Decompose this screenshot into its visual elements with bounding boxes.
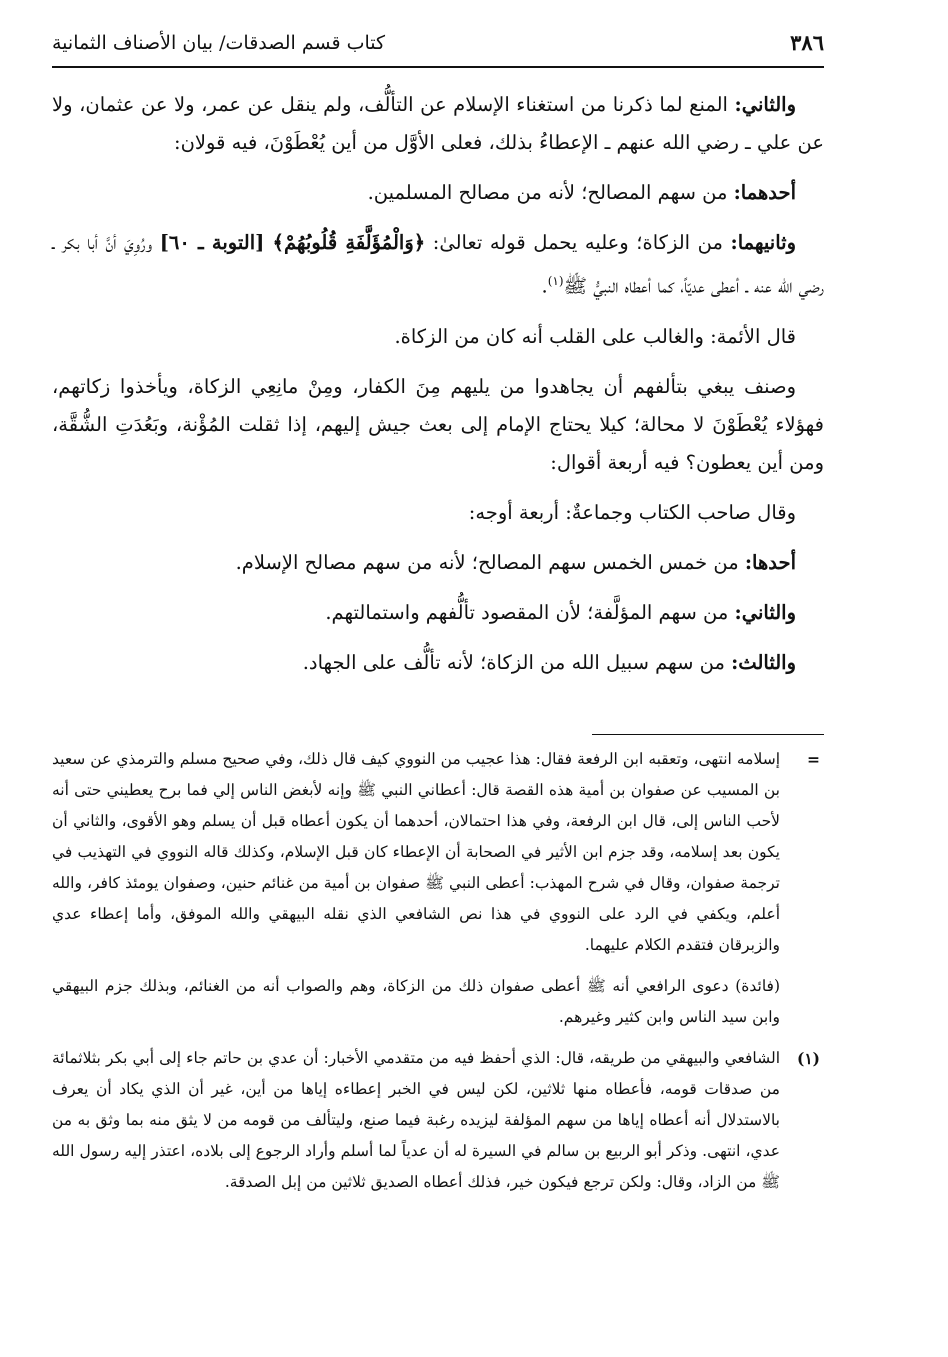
- paragraph-label: وثانيهما:: [730, 231, 797, 254]
- paragraph-text: وقال صاحب الكتاب وجماعةٌ: أربعة أوجه:: [468, 500, 796, 524]
- paragraph: [52, 594, 824, 632]
- footnote-text: إسلامه انتهى، وتعقبه ابن الرفعة فقال: هذا عجيب من النووي كيف قال ذلك، وفي صحيح مسلم والترمذي عن سعيد بن المسيب عن صفوان بن أمية هذه القصة قال: أعطاني النبي ﷺ وإنه لأبغض الناس إلي فما برح يعطيني حتى أنه لأحب الناس إلى، قال ابن الرفعة، وفي هذا احتمالان، أحدهما أن يكون أعطاه قبل أن يسلم وهو الأقوى، والثاني أن يكون بعد إسلامه، وقد جزم ابن الأثير في الصحابة أن الإعطاء كان قبل الإسلام، وكذلك قاله النووي في التهذيب في ترجمة صفوان، وقال في شرح المهذب: أعطى النبي ﷺ صفوان بن أمية من غنائم حنين، وصفوان يومئذ كافر، والله أعلم، ويكفي في الرد على النووي في هذا نص الشافعي الذي نقله البيهقي والله الموفق، وأما إعطاء عدي والزبرقان فتقدم الكلام عليهما.: [52, 750, 780, 954]
- paragraph: [52, 544, 824, 582]
- footnote-text: الشافعي والبيهقي من طريقه، قال: الذي أحفظ فيه من متقدمي الأخبار: أن عدي بن حاتم جاء إلى أبي بكر بثلاثمائة من صدقات قومه، فأعطاه منها ثلاثين، لكن ليس في الخبر إعطاءه إياها من أين، غير أن الذي يكاد أن يعرف بالاستدلال أنه أعطاه إياها من سهم المؤلفة ليزيده رغبة فيما صنع، وليتألف من قومه من لا يثق منه بما وثق به من عدي، انتهى. وذكر أبو الربيع بن سالم في السيرة له أن عدياً لما أسلم وأراد الرجوع إلى بلاده، اعتذر إليه رسول الله ﷺ من الزاد، وقال: ولكن ترجع فيكون خير، فذلك أعطاه الصديق ثلاثين من إبل الصدقة.: [52, 1049, 780, 1191]
- footnote-continued: [52, 744, 824, 961]
- paragraph: [52, 494, 824, 532]
- main-text: [52, 86, 824, 694]
- paragraph-label: والثاني:: [734, 93, 796, 116]
- paragraph: [52, 174, 824, 212]
- paragraph-text: من سهم سبيل الله من الزكاة؛ لأنه تألُّف على الجهاد.: [302, 650, 732, 674]
- footnote-separator: [592, 734, 824, 735]
- continuation-mark: =: [807, 750, 820, 769]
- page-number: ٣٨٦: [790, 30, 824, 55]
- paragraph-label: أحدهما:: [733, 181, 796, 204]
- running-title: كتاب قسم الصدقات/ بيان الأصناف الثمانية: [52, 32, 386, 54]
- paragraph-label: والثالث:: [731, 650, 796, 674]
- paragraph-text: المنع لما ذكرنا من استغناء الإسلام عن التألُّف، ولم ينقل عن عمر، ولا عن عثمان، ولا عن علي ـ رضي الله عنهم ـ الإعطاءُ بذلك، فعلى الأوَّل من أين يُعْطَوْنَ، فيه قولان:: [52, 93, 824, 154]
- paragraph: [52, 318, 824, 356]
- paragraph-text: من سهم المصالح؛ لأنه من مصالح المسلمين.: [367, 181, 734, 204]
- footnote-1: [52, 1043, 824, 1198]
- paragraph-text: ورُوِيَ أنَّ أبا بكر ـ رضي الله عنه ـ أعطى عديّاً، كما أعطاه النبيُّ ﷺ: [52, 231, 824, 298]
- quran-verse: ﴿وَالْمُؤَلَّفَةِ قُلُوبُهُمْ﴾ [التوبة ـ ٦٠]: [159, 231, 426, 254]
- footnote-reference[interactable]: (١): [547, 274, 564, 288]
- paragraph-text: قال الأئمة: والغالب على القلب أنه كان من الزكاة.: [394, 324, 796, 348]
- paragraph-label: والثاني:: [734, 600, 796, 624]
- page-header: [52, 30, 824, 68]
- paragraph-label: أحدها:: [744, 550, 796, 574]
- paragraph: [52, 644, 824, 682]
- paragraph-text: من خمس الخمس سهم المصالح؛ لأنه من سهم مصالح الإسلام.: [235, 550, 745, 574]
- paragraph-text: من سهم المؤلَّفة؛ لأن المقصود تألُّفهم واستمالتهم.: [325, 600, 735, 624]
- paragraph-text: من الزكاة؛ وعليه يحمل قوله تعالىٰ:: [425, 231, 731, 254]
- paragraph: [52, 224, 824, 306]
- footnote-text: (فائدة) دعوى الرافعي أنه ﷺ أعطى صفوان ذلك من الزكاة، وهم والصواب أنه من الغنائم، وبذلك جزم البيهقي وابن سيد الناس وابن كثير وغيرهم.: [52, 977, 780, 1026]
- paragraph: [52, 86, 824, 162]
- footnote-note: [52, 971, 824, 1033]
- paragraph-text: وصنف يبغي بتألفهم أن يجاهدوا من يليهم مِنَ الكفار، ومِنْ مانِعِي الزكاة، ويأخذوا زكاتهم، فهؤلاء يُعْطَوْنَ لا محالة؛ كيلا يحتاج الإمام إلى بعث جيش إليهم، إذا ثقلت المُؤْنة، وبَعُدَتِ الشُّقَّة، ومن أين يعطون؟ فيه أربعة أقوال:: [52, 374, 824, 474]
- footnote-number: (١): [796, 1049, 820, 1068]
- paragraph-end: .: [541, 274, 548, 298]
- footnotes: [52, 744, 824, 1208]
- paragraph: [52, 368, 824, 482]
